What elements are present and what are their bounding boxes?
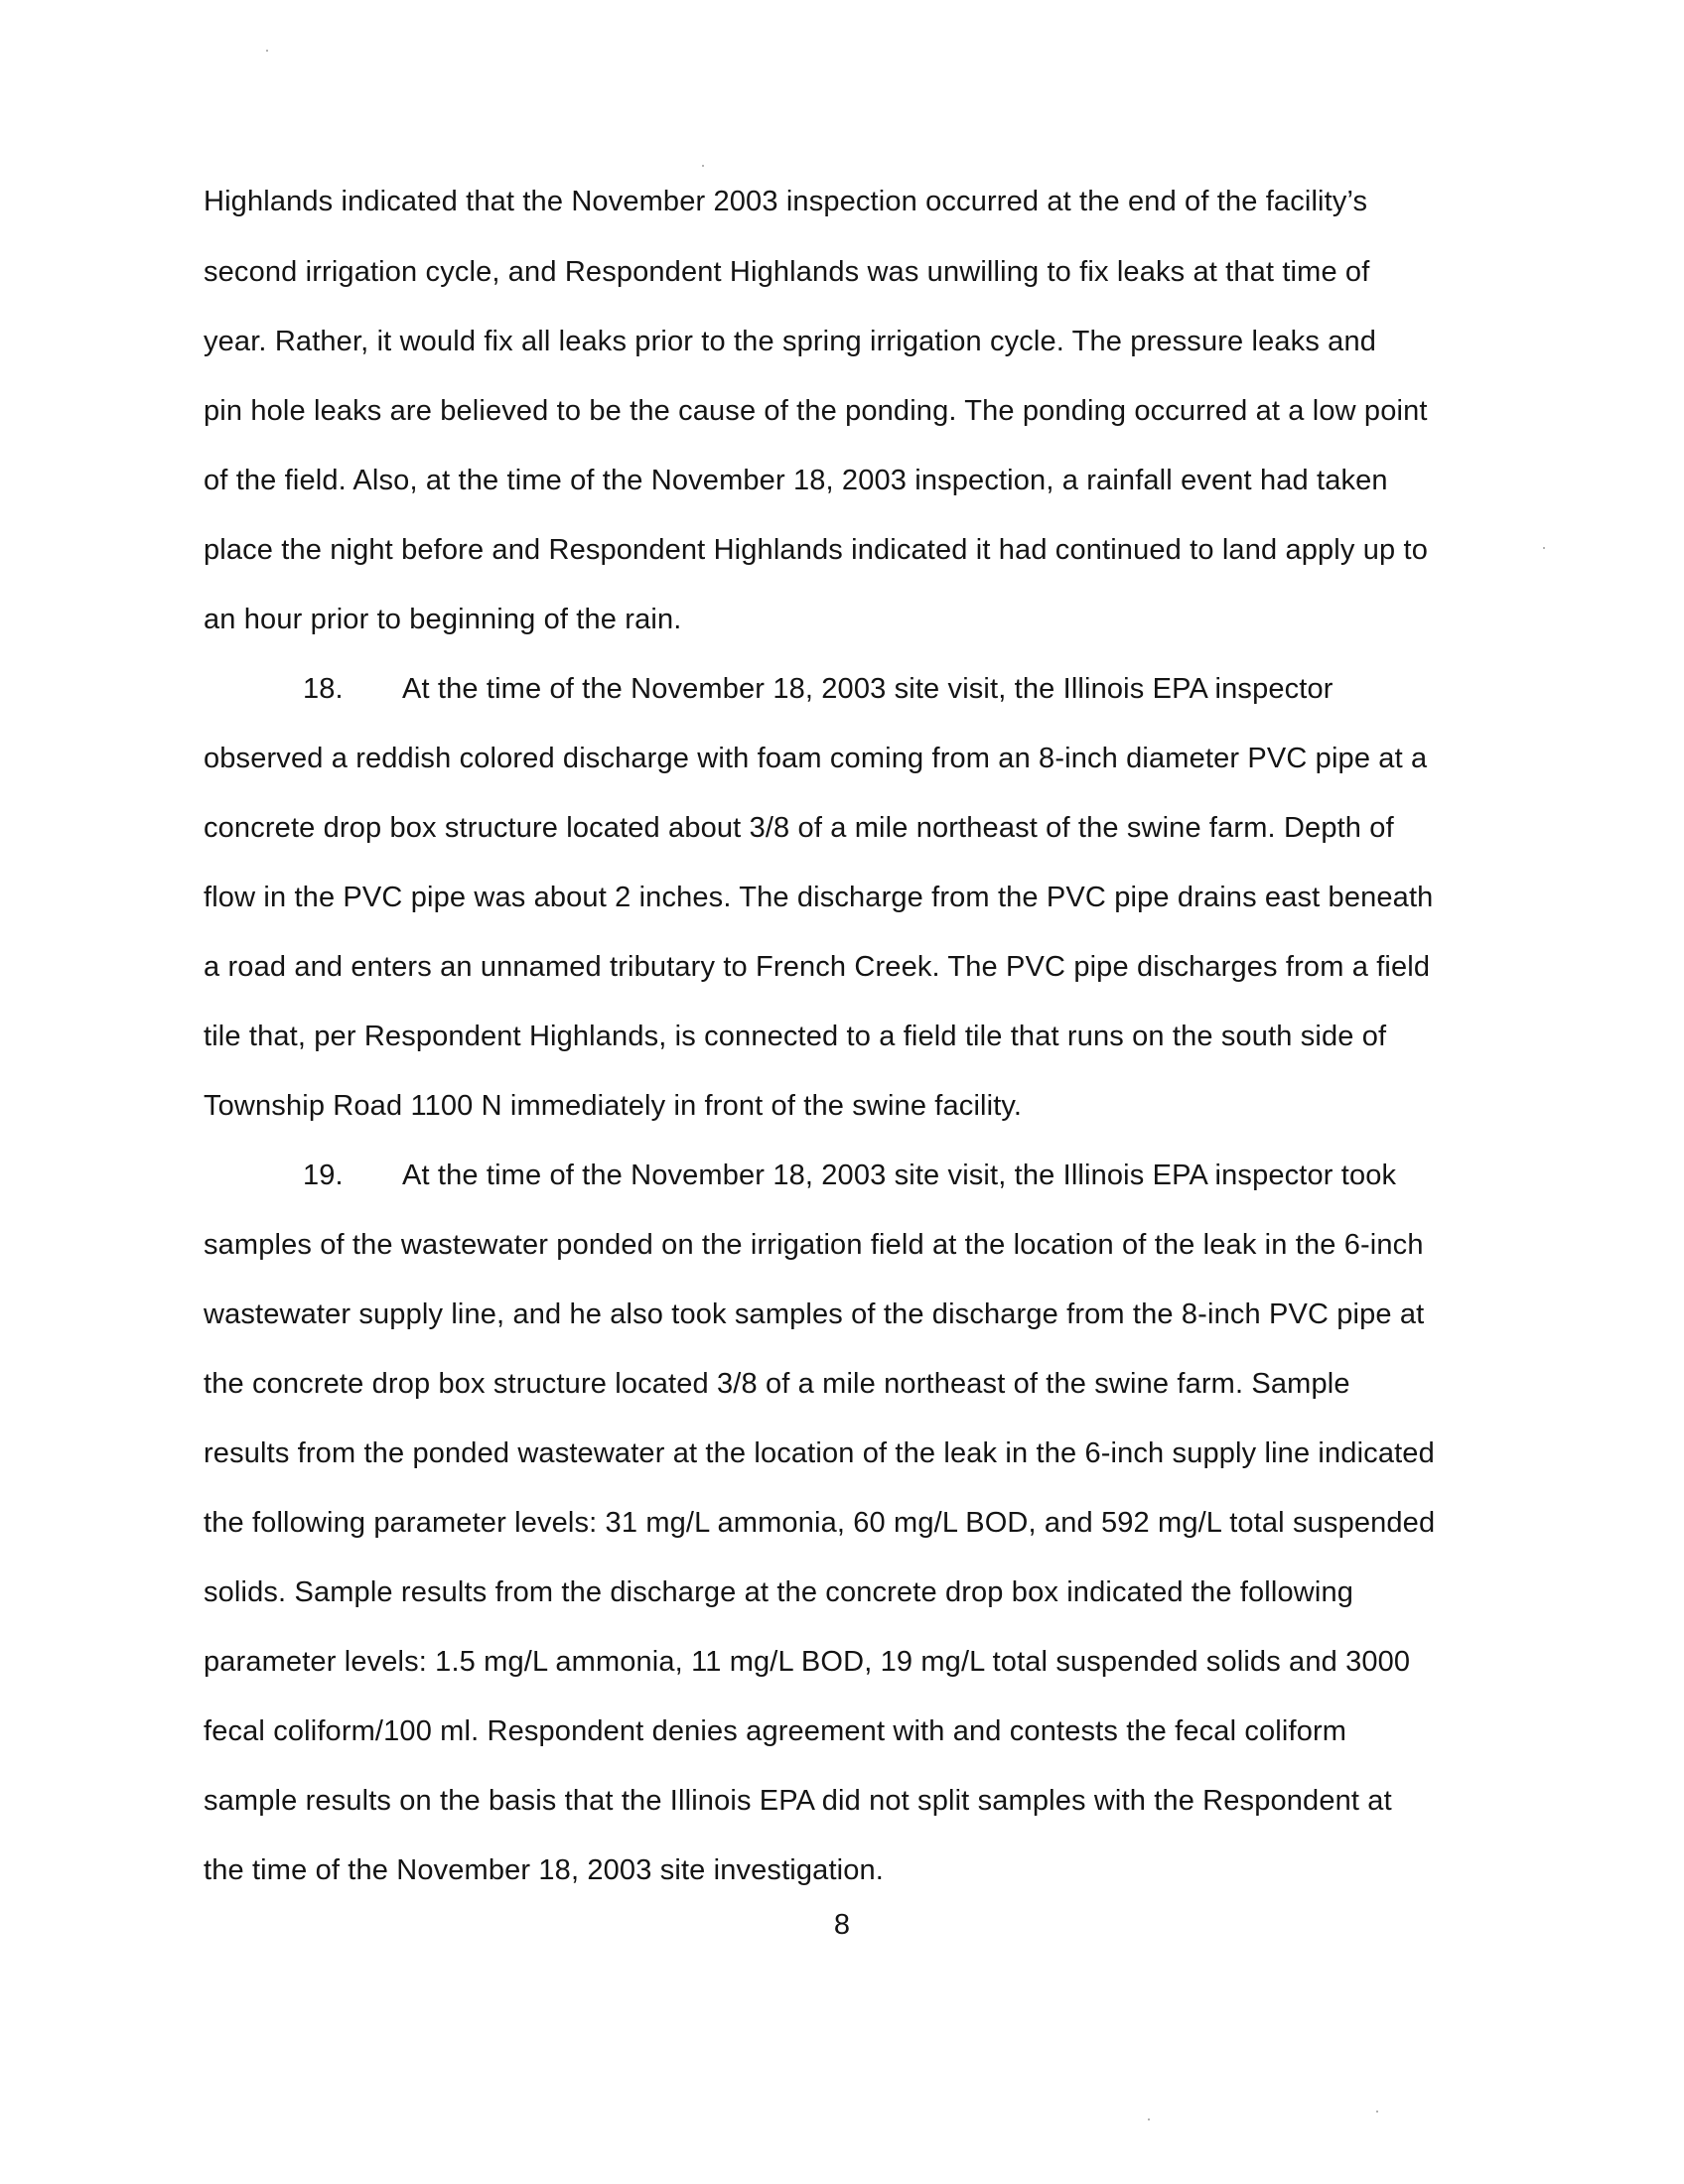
body-text-line: parameter levels: 1.5 mg/L ammonia, 11 mg/L BOD, 19 mg/L total suspended solids and 3000 xyxy=(204,1646,1411,1678)
body-text-line: flow in the PVC pipe was about 2 inches. The discharge from the PVC pipe drains east beneath xyxy=(204,882,1434,913)
scan-speck xyxy=(1543,547,1545,549)
body-text-line: the following parameter levels: 31 mg/L ammonia, 60 mg/L BOD, and 592 mg/L total suspended xyxy=(204,1507,1436,1539)
scan-speck xyxy=(266,50,268,52)
body-text-line: the time of the November 18, 2003 site investigation. xyxy=(204,1854,885,1886)
body-text-line: the concrete drop box structure located 3/8 of a mile northeast of the swine farm. Sample xyxy=(204,1368,1350,1400)
body-text-line: sample results on the basis that the Illinois EPA did not split samples with the Respondent at xyxy=(204,1785,1392,1817)
body-text-line: Highlands indicated that the November 2003 inspection occurred at the end of the facility’s xyxy=(204,186,1368,217)
body-text-line: results from the ponded wastewater at the location of the leak in the 6-inch supply line indicated xyxy=(204,1437,1435,1469)
body-text-line: concrete drop box structure located about 3/8 of a mile northeast of the swine farm. Depth of xyxy=(204,812,1394,844)
body-text-line: solids. Sample results from the discharge at the concrete drop box indicated the following xyxy=(204,1576,1354,1608)
body-text-line: fecal coliform/100 ml. Respondent denies agreement with and contests the fecal coliform xyxy=(204,1715,1347,1747)
body-text-line: second irrigation cycle, and Respondent Highlands was unwilling to fix leaks at that time of xyxy=(204,256,1370,288)
scan-speck xyxy=(1376,2111,1378,2113)
page-number: 8 xyxy=(833,1909,851,1941)
paragraph-19-first-line xyxy=(303,1159,1396,1192)
paragraph-text: At the time of the November 18, 2003 site visit, the Illinois EPA inspector took xyxy=(402,1160,1397,1191)
body-text-line: observed a reddish colored discharge with foam coming from an 8-inch diameter PVC pipe at a xyxy=(204,743,1428,774)
body-text-line: tile that, per Respondent Highlands, is connected to a field tile that runs on the south side of xyxy=(204,1021,1387,1052)
body-text-line: wastewater supply line, and he also took samples of the discharge from the 8-inch PVC pipe at xyxy=(204,1298,1425,1330)
body-text-line: a road and enters an unnamed tributary to French Creek. The PVC pipe discharges from a field xyxy=(204,951,1431,983)
paragraph-number: 18. xyxy=(303,673,344,705)
paragraph-18-first-line xyxy=(303,672,1333,706)
scan-speck xyxy=(702,165,704,167)
body-text-line: pin hole leaks are believed to be the cause of the ponding. The ponding occurred at a low point xyxy=(204,395,1428,427)
body-text-line: Township Road 1100 N immediately in front of the swine facility. xyxy=(204,1090,1023,1122)
paragraph-number: 19. xyxy=(303,1160,344,1191)
scan-speck xyxy=(1148,2118,1150,2120)
body-text-line: of the field. Also, at the time of the November 18, 2003 inspection, a rainfall event had taken xyxy=(204,465,1388,496)
body-text-line: year. Rather, it would fix all leaks prior to the spring irrigation cycle. The pressure leaks and xyxy=(204,326,1377,357)
body-text-line: samples of the wastewater ponded on the irrigation field at the location of the leak in the 6-inch xyxy=(204,1229,1424,1261)
paragraph-text: At the time of the November 18, 2003 site visit, the Illinois EPA inspector xyxy=(402,673,1333,705)
body-text-line: place the night before and Respondent Highlands indicated it had continued to land apply up to xyxy=(204,534,1428,566)
body-text-line: an hour prior to beginning of the rain. xyxy=(204,604,682,635)
